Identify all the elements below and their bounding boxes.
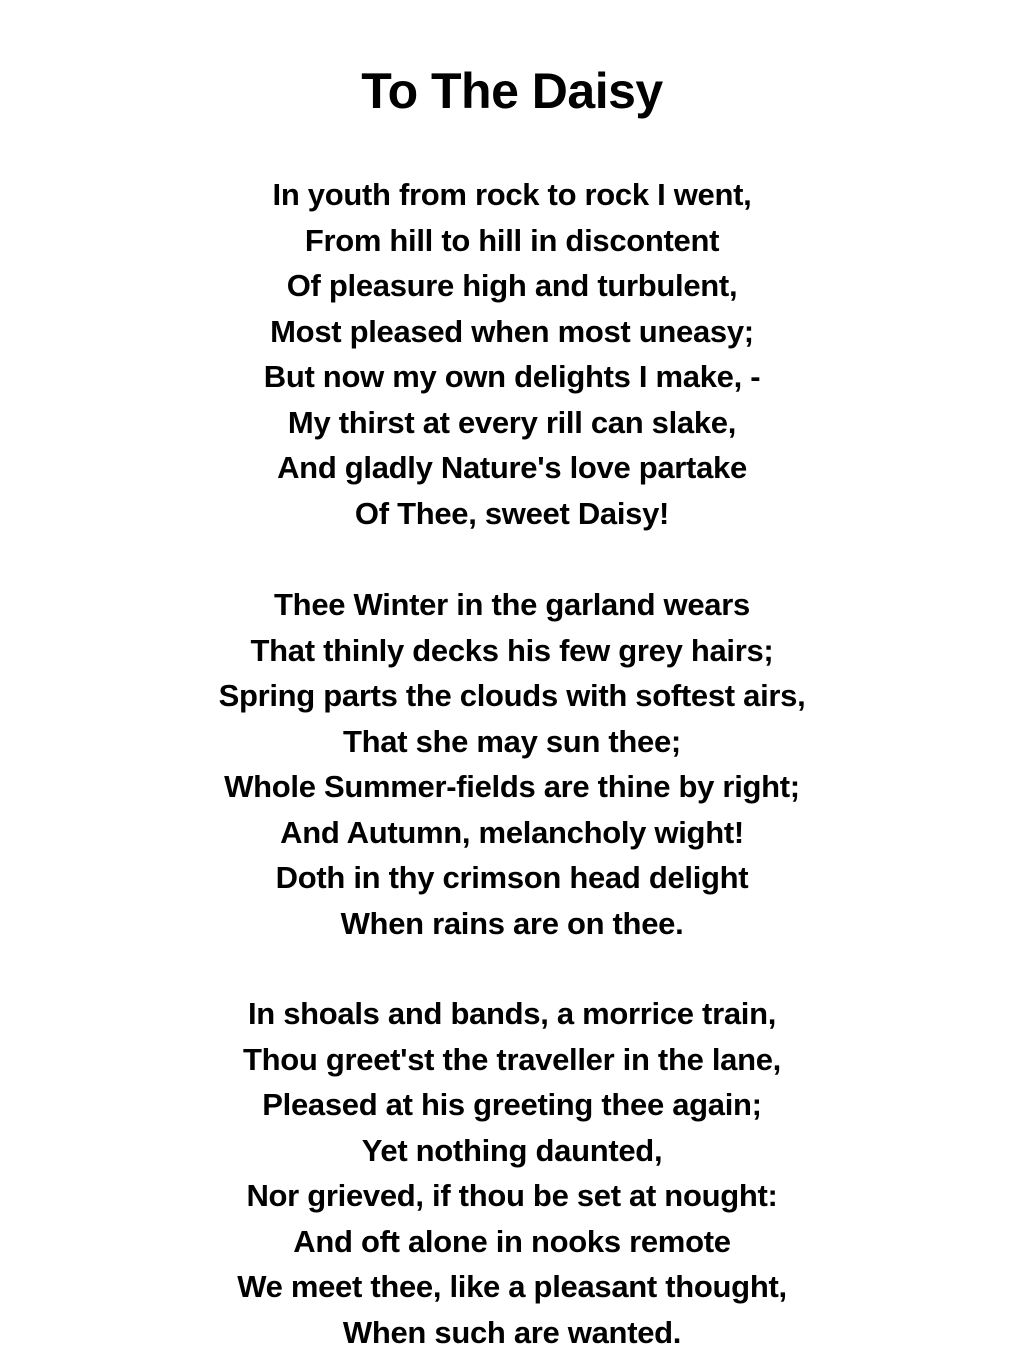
poem-line: And Autumn, melancholy wight! <box>280 814 744 850</box>
poem-line: Whole Summer-fields are thine by right; <box>224 769 800 804</box>
poem-line: Thou greet'st the traveller in the lane, <box>243 1041 781 1077</box>
poem-line: Doth in thy crimson head delight <box>275 860 749 895</box>
poem-line: Spring parts the clouds with softest airs, <box>218 678 806 713</box>
poem-line: Thee Winter in the garland wears <box>274 587 750 622</box>
poem-line: Of pleasure high and turbulent, <box>286 268 738 303</box>
poem-line: That thinly decks his few grey hairs; <box>250 632 774 668</box>
poem-line: But now my own delights I make, - <box>263 359 761 394</box>
poem-line: Nor grieved, if thou be set at nought: <box>246 1178 778 1213</box>
poem-line: When such are wanted. <box>342 1314 682 1350</box>
poem-line: And oft alone in nooks remote <box>293 1223 731 1259</box>
poem-line: Of Thee, sweet Daisy! <box>354 495 670 531</box>
poem-title: To The Daisy <box>361 63 663 119</box>
poem-line: Yet nothing daunted, <box>361 1132 663 1168</box>
stanza-1 <box>0 172 1024 536</box>
poem-line: Most pleased when most uneasy; <box>270 313 754 349</box>
poem-line: My thirst at every rill can slake, <box>287 404 737 440</box>
poem-line: We meet thee, like a pleasant thought, <box>237 1269 787 1304</box>
stanza-3 <box>0 991 1024 1355</box>
stanza-2 <box>0 582 1024 946</box>
poem-line: When rains are on thee. <box>340 905 684 941</box>
poem-line: In youth from rock to rock I went, <box>272 177 752 212</box>
poem-line: And gladly Nature's love partake <box>277 450 747 485</box>
poem-line: That she may sun thee; <box>343 723 681 759</box>
poem-line: Pleased at his greeting thee again; <box>262 1087 762 1122</box>
poem-line: From hill to hill in discontent <box>304 222 720 258</box>
poem-line: In shoals and bands, a morrice train, <box>247 996 777 1031</box>
